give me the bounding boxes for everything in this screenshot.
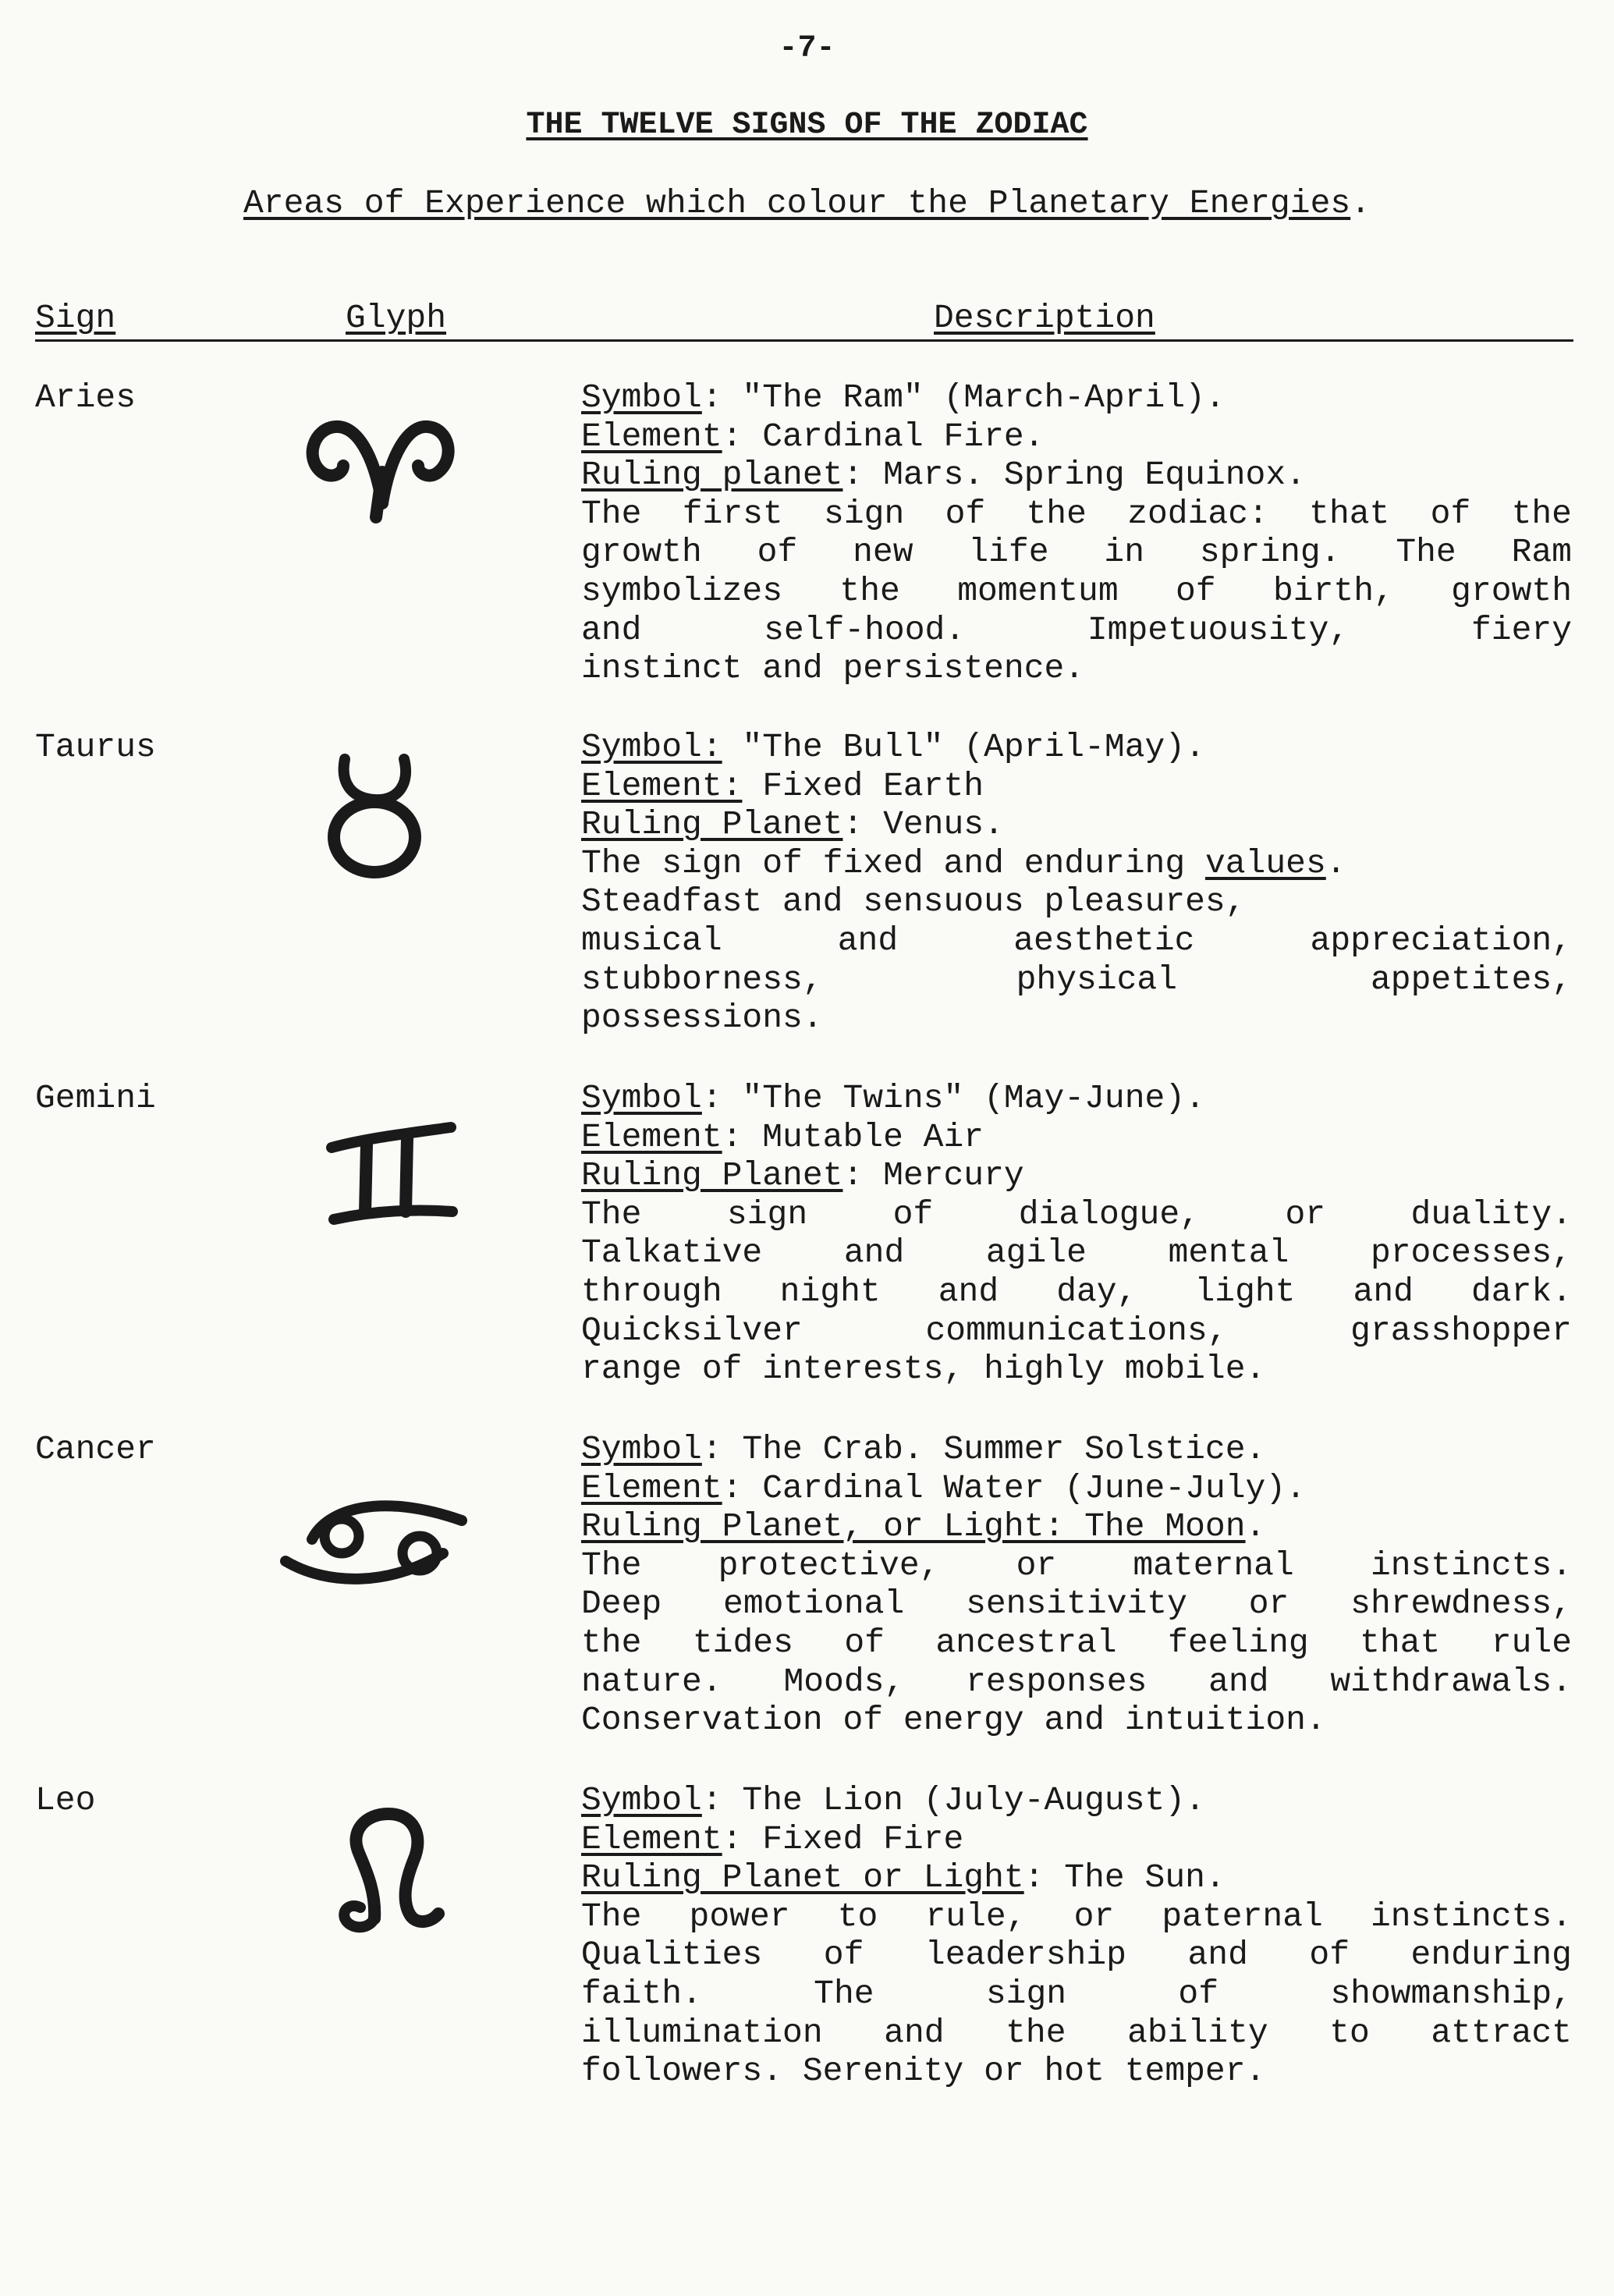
description-line: Talkative and agile mental processes, xyxy=(581,1233,1572,1272)
description-line: The power to rule, or paternal instincts. xyxy=(581,1897,1572,1936)
description-line: illumination and the ability to attract xyxy=(581,2013,1572,2052)
symbol-value: : "The Ram" (March-April). xyxy=(701,378,1226,417)
description-line: Qualities of leadership and of enduring xyxy=(581,1936,1572,1975)
description-line-end: . xyxy=(1325,843,1346,882)
element-value: : Fixed Fire xyxy=(722,1819,964,1858)
element-label: Element xyxy=(581,417,722,456)
symbol-label: Symbol: xyxy=(581,728,722,766)
column-header-sign: Sign xyxy=(35,299,116,337)
symbol-label: Symbol xyxy=(581,378,702,417)
ruling-planet-value: : The Sun. xyxy=(1023,1858,1226,1897)
aries-glyph-icon xyxy=(257,394,491,550)
sign-name: Cancer xyxy=(35,1430,156,1468)
cancer-glyph-icon xyxy=(257,1461,491,1617)
ruling-planet-label: Ruling Planet, or Light: The Moon xyxy=(581,1507,1246,1546)
sign-description xyxy=(581,1430,1572,1740)
subtitle-period: . xyxy=(1350,184,1371,222)
description-line: possessions. xyxy=(581,999,823,1038)
ruling-planet-value: . xyxy=(1245,1507,1266,1546)
ruling-planet-value: : Mercury xyxy=(842,1156,1024,1195)
ruling-planet-value: : Venus. xyxy=(842,805,1004,844)
ruling-planet-label: Ruling Planet xyxy=(581,1156,843,1195)
symbol-label: Symbol xyxy=(581,1781,702,1819)
sign-name: Leo xyxy=(35,1781,96,1819)
ruling-planet-value: : Mars. Spring Equinox. xyxy=(842,456,1306,495)
description-line: Conservation of energy and intuition. xyxy=(581,1701,1326,1740)
element-label: Element xyxy=(581,1117,722,1156)
description-line: Steadfast and sensuous pleasures, xyxy=(581,882,1246,921)
description-line: through night and day, light and dark. xyxy=(581,1272,1572,1311)
element-value: : Cardinal Fire. xyxy=(722,417,1045,456)
description-line: stubborness, physical appetites, xyxy=(581,960,1572,999)
element-label: Element xyxy=(581,1468,722,1507)
description-line: symbolizes the momentum of birth, growth xyxy=(581,571,1572,610)
sign-description xyxy=(581,728,1572,1038)
subtitle xyxy=(0,184,1614,222)
sign-description xyxy=(581,1781,1572,2091)
symbol-value: "The Bull" (April-May). xyxy=(722,728,1205,766)
description-line: The sign of dialogue, or duality. xyxy=(581,1194,1572,1233)
description-line: range of interests, highly mobile. xyxy=(581,1350,1266,1389)
sign-name: Aries xyxy=(35,378,137,417)
subtitle-text: Areas of Experience which colour the Planetary Energies xyxy=(243,184,1351,222)
ruling-planet-label: Ruling Planet or Light xyxy=(581,1858,1024,1897)
page-title-text: THE TWELVE SIGNS OF THE ZODIAC xyxy=(526,108,1088,143)
description-line: The first sign of the zodiac: that of the xyxy=(581,494,1572,533)
description-line: the tides of ancestral feeling that rule xyxy=(581,1623,1572,1662)
sign-name: Taurus xyxy=(35,728,156,766)
symbol-value: : The Lion (July-August). xyxy=(701,1781,1205,1819)
element-label: Element xyxy=(581,1819,722,1858)
ruling-planet-label: Ruling Planet xyxy=(581,805,843,844)
symbol-value: : "The Twins" (May-June). xyxy=(701,1079,1205,1117)
column-header-glyph: Glyph xyxy=(346,299,447,337)
symbol-label: Symbol xyxy=(581,1079,702,1117)
symbol-label: Symbol xyxy=(581,1430,702,1468)
element-value: : Cardinal Water (June-July). xyxy=(722,1468,1306,1507)
description-line: faith. The sign of showmanship, xyxy=(581,1974,1572,2013)
page-number: -7- xyxy=(779,31,835,66)
description-line: followers. Serenity or hot temper. xyxy=(581,2052,1266,2091)
ruling-planet-label: Ruling planet xyxy=(581,456,843,495)
sign-name: Gemini xyxy=(35,1079,156,1117)
description-line: Deep emotional sensitivity or shrewdness, xyxy=(581,1584,1572,1624)
element-value: Fixed Earth xyxy=(742,766,984,805)
description-line: Quicksilver communications, grasshopper xyxy=(581,1311,1572,1350)
description-line: instinct and persistence. xyxy=(581,649,1085,688)
description-line: growth of new life in spring. The Ram xyxy=(581,533,1572,572)
element-label: Element: xyxy=(581,766,743,805)
description-emphasis: values xyxy=(1204,843,1326,882)
column-header-description: Description xyxy=(934,299,1155,337)
element-value: : Mutable Air xyxy=(722,1117,984,1156)
symbol-value: : The Crab. Summer Solstice. xyxy=(701,1430,1266,1468)
description-line: and self-hood. Impetuousity, fiery xyxy=(581,610,1572,649)
leo-glyph-icon xyxy=(257,1797,491,1953)
sign-description xyxy=(581,1079,1572,1389)
sign-description xyxy=(581,378,1572,688)
gemini-glyph-icon xyxy=(257,1095,491,1251)
page-title xyxy=(0,108,1614,143)
taurus-glyph-icon xyxy=(257,736,491,892)
description-line: The protective, or maternal instincts. xyxy=(581,1545,1572,1584)
description-line: The sign of fixed and enduring xyxy=(581,843,1205,882)
description-line: musical and aesthetic appreciation, xyxy=(581,921,1572,960)
description-line: nature. Moods, responses and withdrawals. xyxy=(581,1662,1572,1701)
column-header-row xyxy=(35,299,1573,342)
